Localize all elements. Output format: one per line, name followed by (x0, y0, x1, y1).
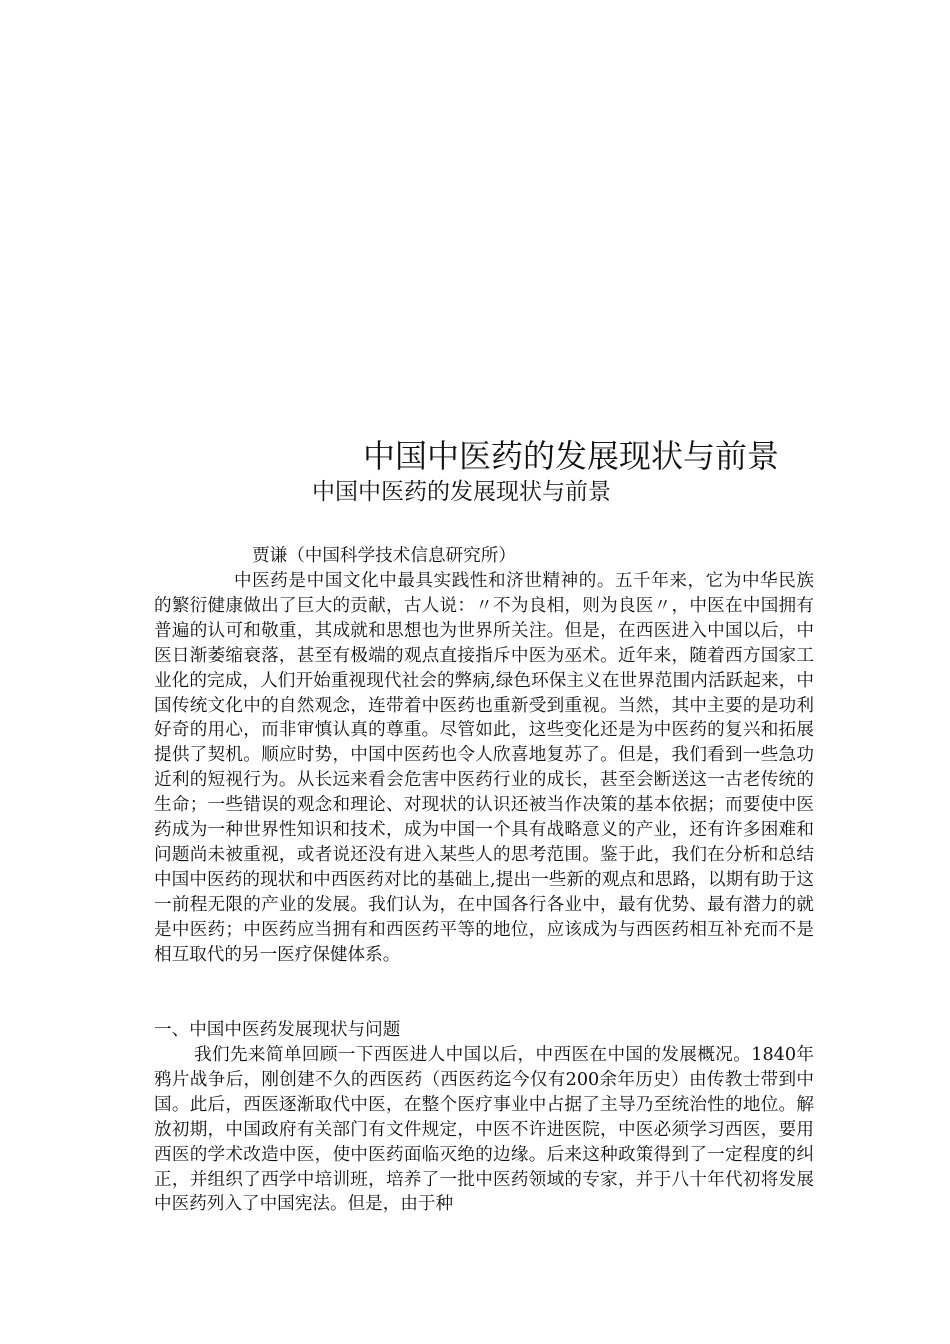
intro-paragraph: 中医药是中国文化中最具实践性和济世精神的。五千年来，它为中华民族的繁衍健康做出了巨大的贡献，古人说：〃不为良相，则为良医〃，中医在中国拥有普遍的认可和敬重，其成就和思想也为世界所关注。但是，在西医进入中国以后，中医日渐萎缩衰落，甚至有极端的观点直接指斥中医为巫术。近年来，随着西方国家工业化的完成，人们开始重视现代社会的弊病,绿色环保主义在世界范围内活跃起来，中国传统文化中的自然观念，连带着中医药也重新受到重视。当然，其中主要的是功利好奇的用心，而非审慎认真的尊重。尽管如此，这些变化还是为中医药的复兴和拓展提供了契机。顺应时势，中国中医药也令人欣喜地复苏了。但是，我们看到一些急功近利的短视行为。从长远来看会危害中医药行业的成长，甚至会断送这一古老传统的生命；一些错误的观念和理论、对现状的认识还被当作决策的基本依据；而要使中医药成为一种世界性知识和技术，成为中国一个具有战略意义的产业，还有许多困难和问题尚未被重视，或者说还没有进入某些人的思考范围。鉴于此，我们在分析和总结中国中医药的现状和中西医药对比的基础上,提出一些新的观点和思路，以期有助于这一前程无限的产业的发展。我们认为，在中国各行各业中，最有优势、最有潜力的就是中医药；中医药应当拥有和西医药平等的地位，应该成为与西医药相互补充而不是相互取代的另一医疗保健体系。 (154, 571, 814, 965)
document-title: 中国中医药的发展现状与前景 (363, 437, 780, 475)
document-subtitle: 中国中医药的发展现状与前景 (312, 479, 611, 505)
section-heading: 一、中国中医药发展现状与问题 (154, 1020, 401, 1040)
author-line: 贾谦（中国科学技术信息研究所） (252, 546, 516, 566)
section-paragraph: 我们先来简单回顾一下西医进人中国以后，中西医在中国的发展概况。1840年鸦片战争后，刚创建不久的西医药（西医药迄今仅有200余年历史）由传教士带到中国。此后，西医逐渐取代中医，在整个医疗事业中占据了主导乃至统治性的地位。解放初期，中国政府有关部门有文件规定，中医不许进医院，中医必须学习西医，要用西医的学术改造中医，使中医药面临灭绝的边缘。后来这种政策得到了一定程度的纠正，并组织了西学中培训班，培养了一批中医药领域的专家，并于八十年代初将发展中医药列入了中国宪法。但是，由于种 (154, 1045, 814, 1215)
